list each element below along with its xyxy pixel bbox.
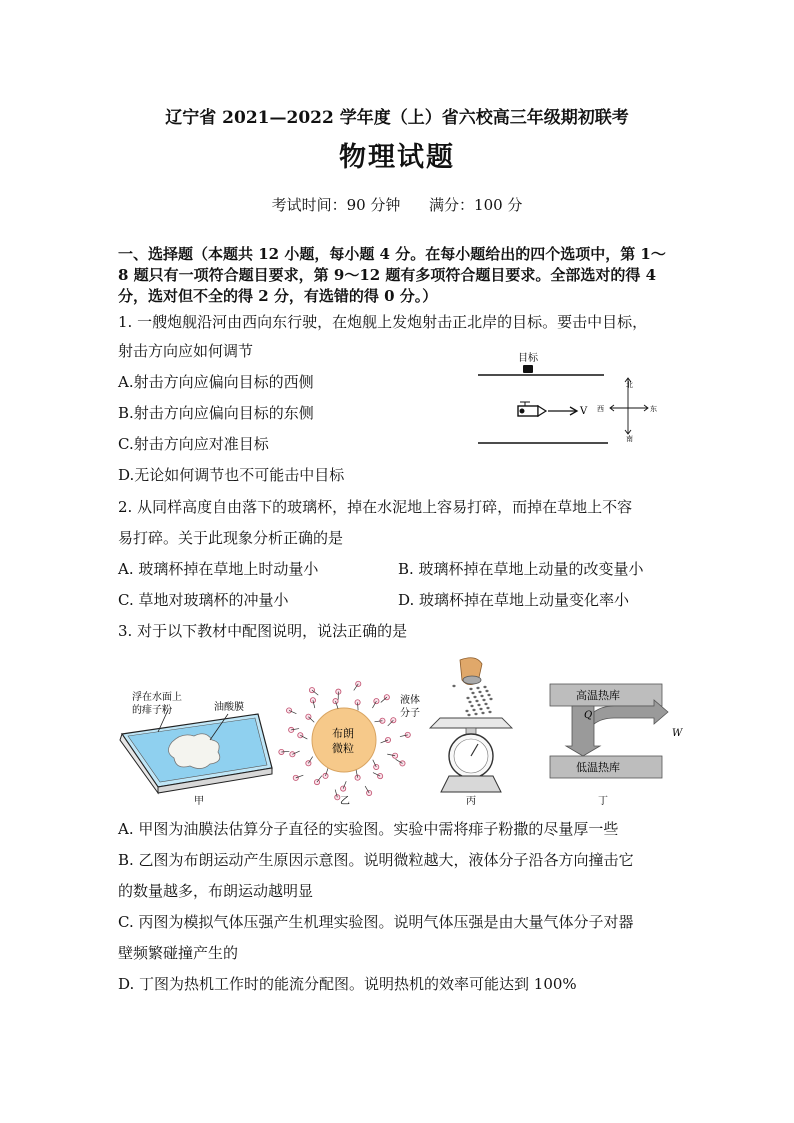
liquid-molecule [310,698,315,703]
bean-particle [466,697,469,699]
ding-cold-reservoir: 低温热库 [576,761,620,774]
q3-option-b-line-1: B. 乙图为布朗运动产生原因示意图。说明微粒越大，液体分子沿各方向撞击它 [118,851,634,869]
liquid-molecule [374,699,379,704]
bean-particle [489,698,492,700]
liquid-molecule [286,708,291,713]
q1-stem-line-2: 射击方向应如何调节 [118,342,254,360]
gas-pressure-model-figure [430,658,512,792]
ding-hot-reservoir: 高温热库 [576,689,620,702]
jia-label-powder-2: 的痱子粉 [132,705,172,716]
subject-title: 物理试题 [339,142,455,173]
yi-label-liquid-1: 液体 [400,695,420,706]
bean-particle [471,692,474,694]
liquid-molecule [314,779,319,784]
q3-option-b-line-2: 的数量越多，布朗运动越明显 [118,882,314,900]
ding-q-label: Q [584,710,593,721]
q2-option-d: D. 玻璃杯掉在草地上动量变化率小 [398,591,630,609]
compass-south-label: 南 [626,435,633,443]
q3-option-a: A. 甲图为油膜法估算分子直径的实验图。实验中需将痱子粉撒的尽量厚一些 [118,820,619,838]
liquid-molecule [333,699,338,704]
q3-figures [110,652,690,810]
bean-particle [477,704,480,706]
compass-north-label: 北 [626,381,633,389]
velocity-label: V [580,406,588,417]
exam-title: 辽宁省 2021—2022 学年度（上）省六校高三年级期初联考 [165,108,629,128]
target-label: 目标 [518,353,538,364]
q2-option-c: C. 草地对玻璃杯的冲量小 [118,591,289,609]
yi-center-label-2: 微粒 [332,742,354,755]
liquid-molecule [293,775,298,780]
bean-particle [472,709,475,711]
bean-particle [467,714,470,716]
q1-river-figure [470,348,700,453]
bean-particle [481,712,484,714]
bean-particle [469,688,472,690]
bean-particle [487,694,490,696]
q2-option-a: A. 玻璃杯掉在草地上时动量小 [118,560,319,578]
brownian-motion-figure [279,681,411,800]
q2-stem-line-2: 易打碎。关于此现象分析正确的是 [118,529,344,547]
yi-center-label-1: 布朗 [332,727,354,740]
bean-particle [480,695,483,697]
q2-option-b: B. 玻璃杯掉在草地上动量的改变量小 [398,560,644,578]
section-heading-line-1: 一、选择题（本题共 12 小题，每小题 4 分。在每小题给出的四个选项中，第 1～ [118,245,666,263]
q1-option-b: B.射击方向应偏向目标的东侧 [118,404,314,422]
bean-particle [473,696,476,698]
gunboat-icon [518,402,546,416]
jia-label-oil-film: 油酸膜 [214,702,244,713]
liquid-molecule [405,732,410,737]
q3-option-d: D. 丁图为热机工作时的能流分配图。说明热机的效率可能达到 100% [118,975,577,993]
bean-particle [485,690,488,692]
bean-particle [486,707,489,709]
bean-particle [478,691,481,693]
compass-east-label: 东 [650,405,657,413]
bean-particle [452,685,455,687]
bean-particle [488,711,491,713]
q1-option-c: C.射击方向应对准目标 [118,435,269,453]
q1-option-a: A.射击方向应偏向目标的西侧 [118,373,314,391]
bean-particle [465,710,468,712]
bean-particle [474,713,477,715]
q3-option-c-line-1: C. 丙图为模拟气体压强产生机理实验图。说明气体压强是由大量气体分子对器 [118,913,634,931]
q3-option-c-line-2: 壁频繁碰撞产生的 [118,944,239,962]
oil-film-tray-figure [120,710,272,793]
jia-caption: 甲 [194,796,204,807]
q1-option-d: D.无论如何调节也不可能击中目标 [118,466,345,484]
bean-particle [479,708,482,710]
target-marker [523,365,533,373]
bing-caption: 丙 [466,796,476,807]
compass-west-label: 西 [597,405,604,413]
jia-label-powder-1: 浮在水面上 [132,692,182,703]
liquid-molecule [298,733,303,738]
yi-label-liquid-2: 分子 [400,708,420,719]
bean-particle [484,703,487,705]
ding-w-label: W [672,728,683,739]
bean-particle [470,705,473,707]
q2-stem-line-1: 2. 从同样高度自由落下的玻璃杯，掉在水泥地上容易打碎，而掉在草地上不容 [118,498,633,516]
section-heading-line-3: 分，选对但不全的得 2 分，有选错的得 0 分。） [118,287,438,305]
yi-caption: 乙 [340,796,350,807]
q1-stem-line-1: 1. 一艘炮舰沿河由西向东行驶，在炮舰上发炮射击正北岸的目标。要击中目标， [118,313,648,331]
section-heading-line-2: 8 题只有一项符合题目要求，第 9～12 题有多项符合题目要求。全部选对的得 4 [118,266,657,284]
liquid-molecule [341,786,346,791]
bean-particle [476,687,479,689]
bean-particle [468,701,471,703]
exam-info: 考试时间：90 分钟 满分：100 分 [271,196,523,214]
q3-stem: 3. 对于以下教材中配图说明，说法正确的是 [118,622,408,640]
bean-particle [475,700,478,702]
ding-caption: 丁 [598,796,608,807]
bean-particle [482,699,485,701]
bean-particle [483,686,486,688]
